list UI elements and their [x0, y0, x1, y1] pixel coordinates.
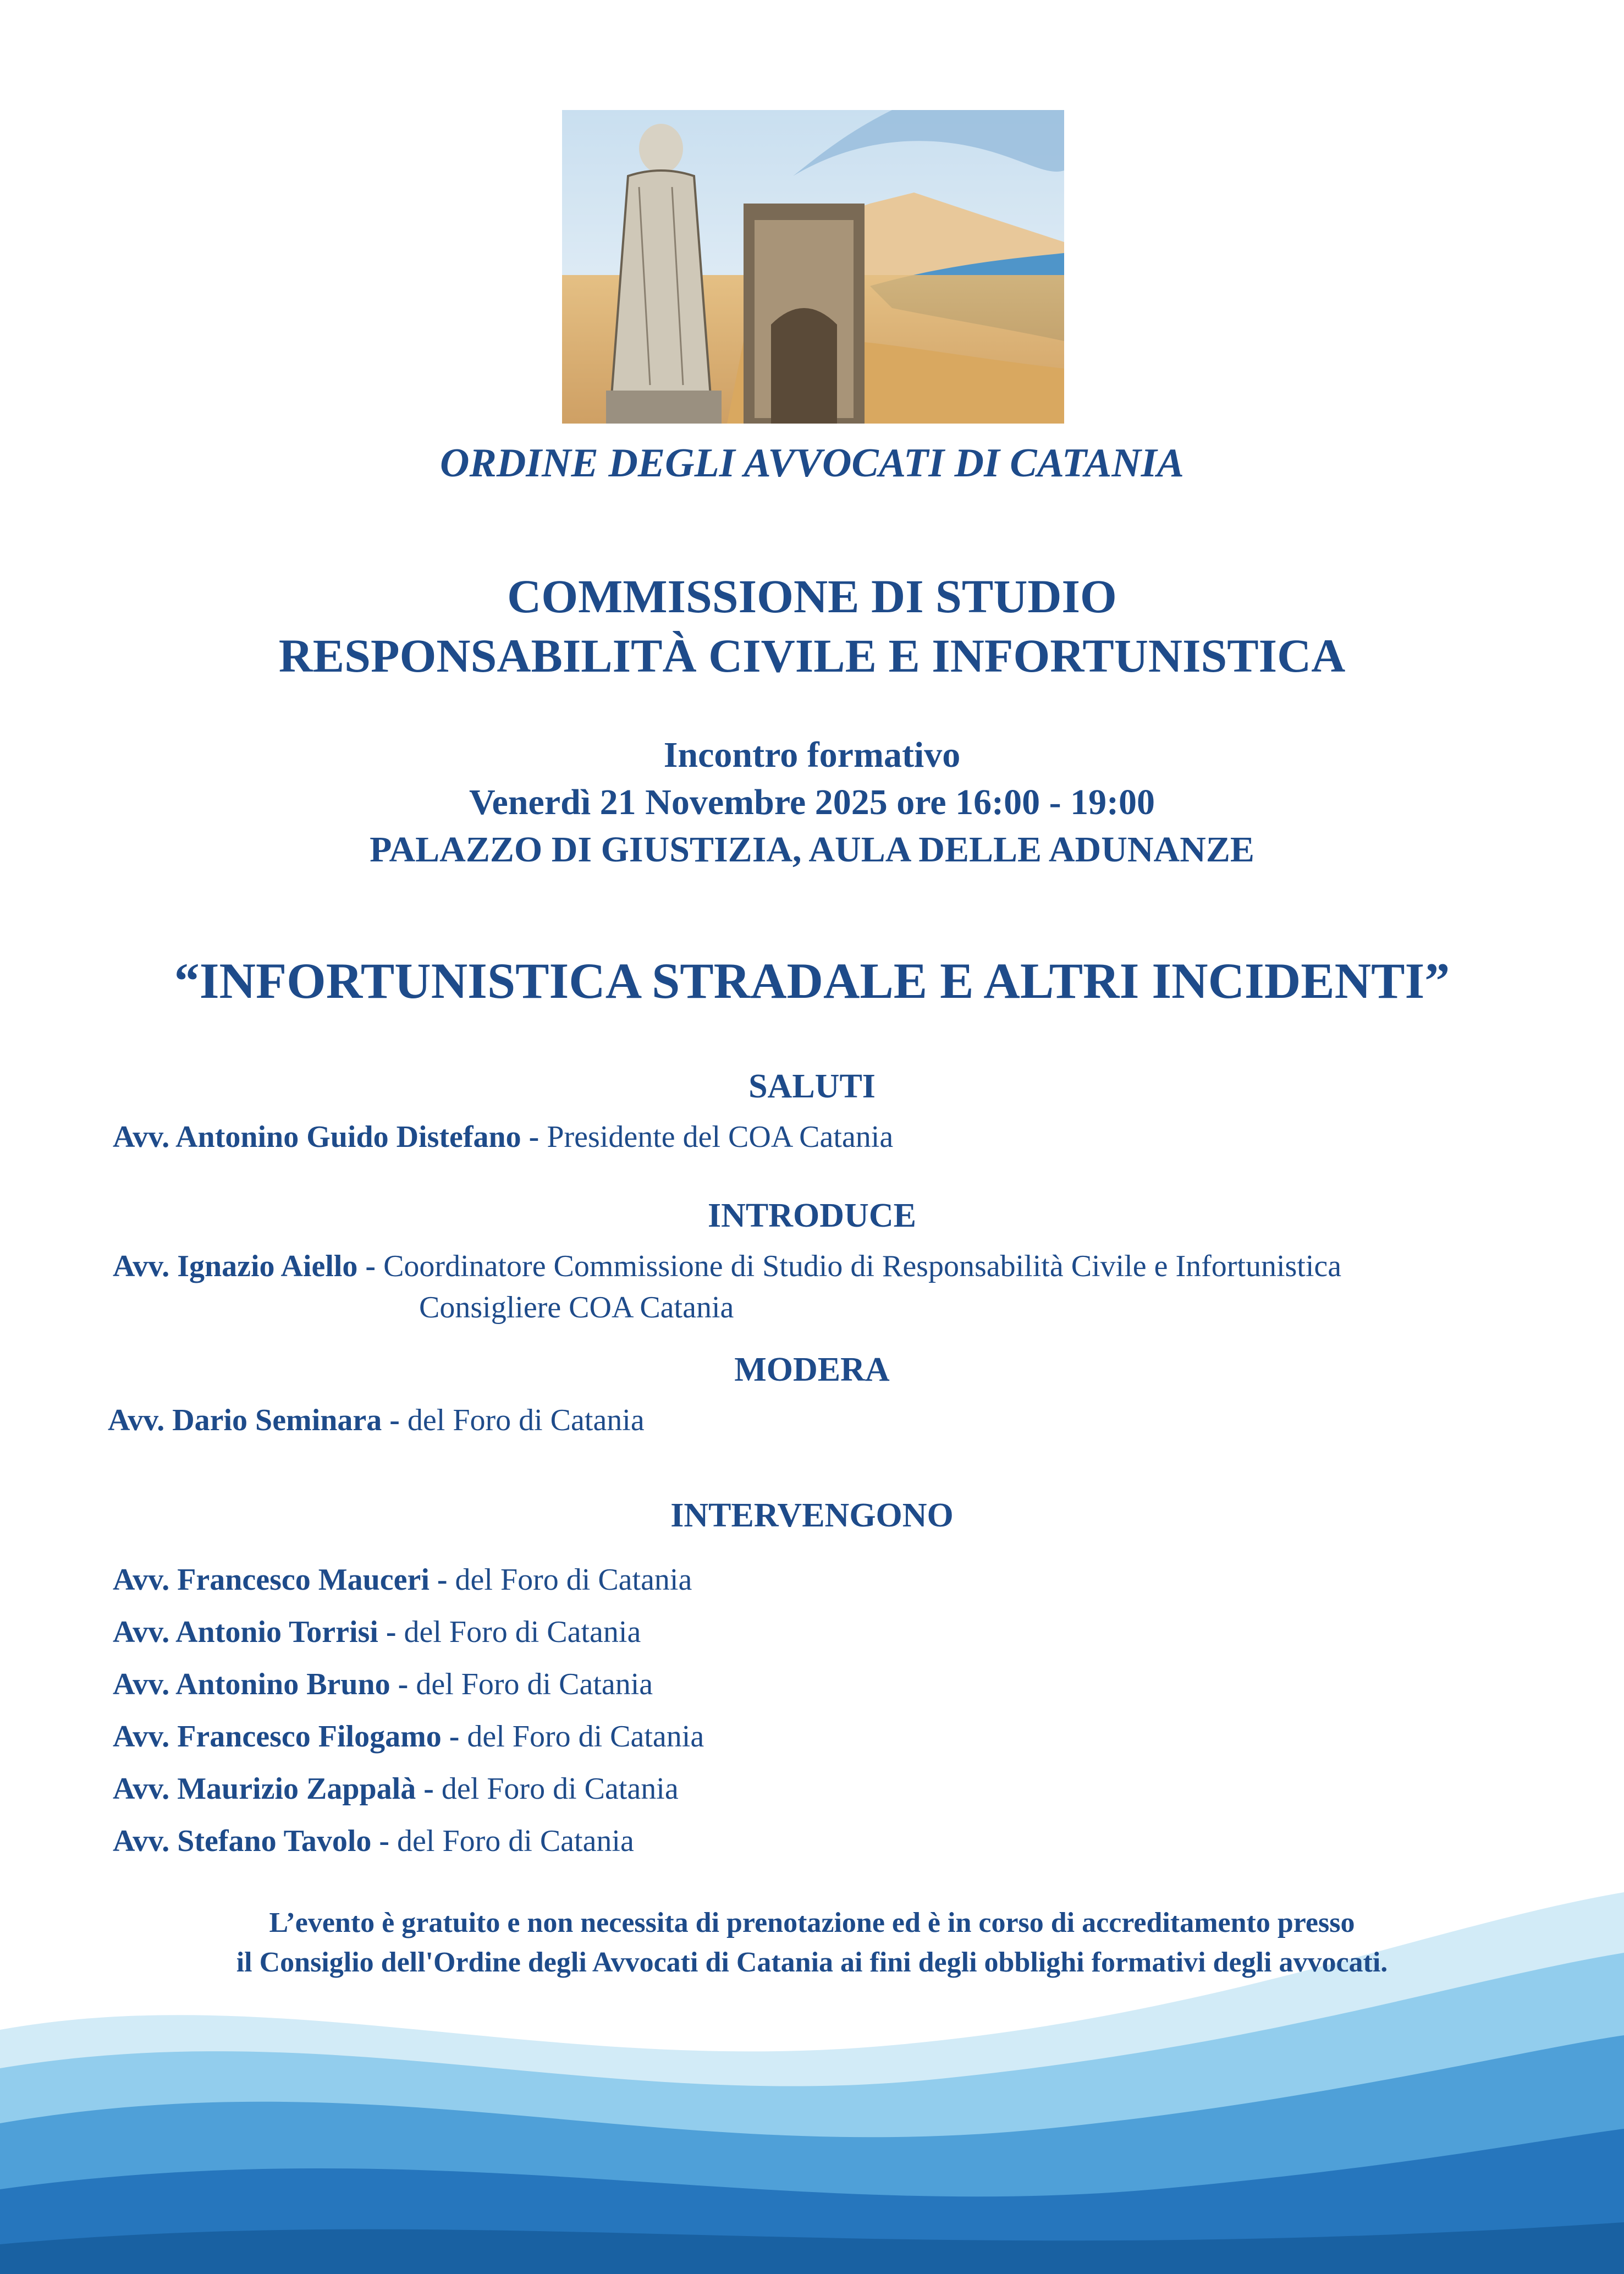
accreditation-note — [0, 1903, 1624, 1982]
saluti-speaker — [113, 1119, 893, 1155]
introduce-heading: INTRODUCE — [708, 1197, 916, 1234]
speaker-row — [113, 1667, 653, 1702]
speaker-row — [113, 1771, 679, 1806]
commission-line-1: COMMISSIONE DI STUDIO — [507, 570, 1117, 623]
introduce-speaker — [113, 1249, 1341, 1284]
speaker-name: Avv. Dario Seminara - — [108, 1403, 400, 1437]
speaker-role: del Foro di Catania — [441, 1772, 679, 1806]
introduce-role-line-2: Consigliere COA Catania — [419, 1290, 734, 1325]
note-line-2: il Consiglio dell'Ordine degli Avvocati di Catania ai fini degli obblighi formativi degli avvocati. — [236, 1947, 1388, 1978]
speaker-name: Avv. Francesco Filogamo - — [113, 1720, 460, 1754]
meeting-type: Incontro formativo — [663, 735, 961, 775]
commission-title — [0, 567, 1624, 685]
speaker-name: Avv. Ignazio Aiello - — [113, 1249, 376, 1283]
note-line-1: L’evento è gratuito e non necessita di prenotazione ed è in corso di accreditamento presso — [269, 1907, 1355, 1938]
speaker-role: del Foro di Catania — [404, 1615, 641, 1649]
speaker-name: Avv. Francesco Mauceri - — [113, 1563, 448, 1597]
speaker-role: del Foro di Catania — [467, 1720, 704, 1754]
meeting-details — [0, 732, 1624, 874]
modera-speaker — [108, 1403, 645, 1438]
speaker-name: Avv. Antonino Guido Distefano - — [113, 1120, 540, 1154]
speaker-role: Presidente del COA Catania — [547, 1120, 894, 1154]
event-title: “INFORTUNISTICA STRADALE E ALTRI INCIDENTI” — [174, 953, 1450, 1009]
speaker-name: Avv. Antonino Bruno - — [113, 1667, 409, 1701]
meeting-location: PALAZZO DI GIUSTIZIA, AULA DELLE ADUNANZE — [370, 830, 1254, 870]
intervengono-heading: INTERVENGONO — [670, 1497, 954, 1534]
modera-heading: MODERA — [734, 1351, 890, 1388]
meeting-datetime: Venerdì 21 Novembre 2025 ore 16:00 - 19:00 — [469, 782, 1155, 822]
saluti-heading: SALUTI — [748, 1068, 876, 1105]
speaker-role: del Foro di Catania — [407, 1403, 645, 1437]
commission-line-2: RESPONSABILITÀ CIVILE E INFORTUNISTICA — [278, 629, 1346, 682]
speaker-role: del Foro di Catania — [416, 1667, 653, 1701]
organization-title: ORDINE DEGLI AVVOCATI DI CATANIA — [440, 441, 1184, 486]
speaker-name: Avv. Maurizio Zappalà - — [113, 1772, 434, 1806]
statue-etna-illustration — [562, 110, 1064, 424]
speaker-role: Coordinatore Commissione di Studio di Responsabilità Civile e Infortunistica — [383, 1249, 1342, 1283]
speaker-row — [113, 1614, 641, 1650]
speaker-row — [113, 1719, 704, 1754]
speaker-row — [113, 1562, 692, 1597]
speaker-name: Avv. Stefano Tavolo - — [113, 1824, 390, 1858]
speaker-name: Avv. Antonio Torrisi - — [113, 1615, 397, 1649]
speaker-row — [113, 1823, 634, 1859]
speaker-role: del Foro di Catania — [455, 1563, 692, 1597]
speaker-role: del Foro di Catania — [397, 1824, 634, 1858]
